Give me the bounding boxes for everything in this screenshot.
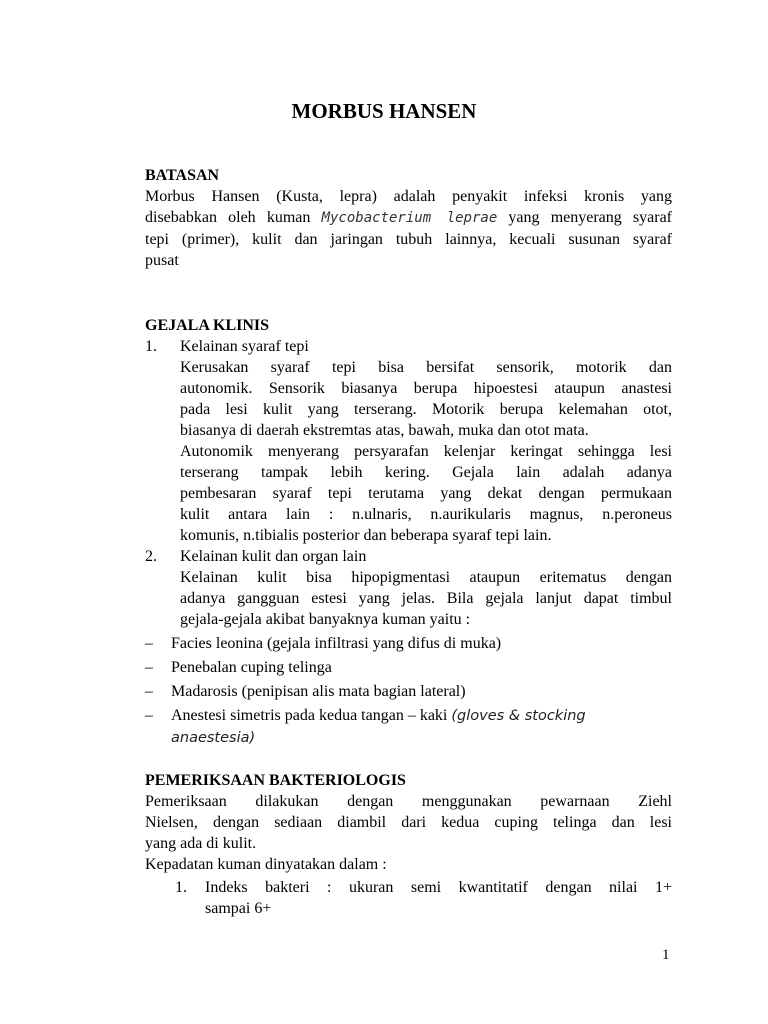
bullet-italic-note: (gloves & stocking [451,708,586,724]
gejala-1-line: kulit antara lain : n.ulnaris, n.aurikularis magnus, n.peroneus [180,506,672,523]
gejala-1-line: pada lesi kulit yang terserang. Motorik berupa kelemahan otot, [180,401,672,418]
pemeriksaan-line: yang ada di kulit. [145,835,257,852]
organism-name: Mycobacterium leprae [321,210,498,226]
pemeriksaan-sub-item-1 [145,877,672,919]
list-item [115,681,672,702]
gejala-1-line: Autonomik menyerang persyarafan kelenjar keringat sehingga lesi [180,443,672,460]
section-heading-batasan: BATASAN [145,167,220,184]
gejala-1-line: terserang tampak lebih kering. Gejala lain adalah adanya [180,464,672,481]
gejala-item-2-body [145,567,672,630]
bullet-text: Penebalan cuping telinga [171,659,332,676]
sub-item-line: Indeks bakteri : ukuran semi kwantitatif dengan nilai 1+ [205,879,672,896]
list-item [115,633,672,654]
sub-item-number: 1. [175,879,187,896]
batasan-line-3: tepi (primer), kulit dan jaringan tubuh lainnya, kecuali susunan syaraf [145,231,672,248]
sub-item-line: sampai 6+ [205,900,272,917]
gejala-2-line: Kelainan kulit bisa hipopigmentasi ataupun eritematus dengan [180,569,672,586]
pemeriksaan-line: Pemeriksaan dilakukan dengan menggunakan pewarnaan Ziehl [145,793,672,810]
gejala-item-1-number: 1. [145,338,157,355]
section-heading-gejala: GEJALA KLINIS [145,317,270,334]
list-item [115,657,672,678]
pemeriksaan-line: Kepadatan kuman dinyatakan dalam : [145,856,387,873]
dash-bullet: – [145,635,153,652]
section-pemeriksaan [145,770,672,919]
pemeriksaan-line: Nielsen, dengan sediaan diambil dari kedua cuping telinga dan lesi [145,814,672,831]
gejala-1-line: biasanya di daerah ekstremtas atas, bawah, muka dan otot mata. [180,422,589,439]
section-heading-pemeriksaan: PEMERIKSAAN BAKTERIOLOGIS [145,772,406,789]
batasan-line-4: pusat [145,252,179,269]
page-number: 1 [662,947,670,963]
section-gejala-klinis [145,315,672,749]
batasan-line-1: Morbus Hansen (Kusta, lepra) adalah penyakit infeksi kronis yang [145,188,672,205]
dash-bullet: – [145,683,153,700]
gejala-item-1-body [145,357,672,546]
gejala-1-line: komunis, n.tibialis posterior dan beberapa syaraf tepi lain. [180,527,552,544]
gejala-2-bullet-list [115,633,672,749]
gejala-1-line: autonomik. Sensorik biasanya berupa hipoestesi ataupun anastesi [180,380,672,397]
gejala-1-line: pembesaran syaraf tepi terutama yang dekat dengan permukaan [180,485,672,502]
gejala-item-1-title: Kelainan syaraf tepi [180,338,309,355]
gejala-item-2-title: Kelainan kulit dan organ lain [180,548,367,565]
gejala-item-2-number: 2. [145,548,157,565]
gejala-2-line: gejala-gejala akibat banyaknya kuman yaitu : [180,611,471,628]
bullet-text: Anestesi simetris pada kedua tangan – kaki (gloves & stocking anaestesia) [171,707,586,746]
gejala-item-1-header [145,336,672,357]
bullet-italic-note-cont: anaestesia) [171,730,256,746]
batasan-line-2: disebabkan oleh kuman Mycobacterium leprae yang menyerang syaraf [145,209,673,226]
dash-bullet: – [145,707,153,724]
bullet-text: Madarosis (penipisan alis mata bagian lateral) [171,683,466,700]
gejala-2-line: adanya gangguan estesi yang jelas. Bila gejala lanjut dapat timbul [180,590,672,607]
bullet-text: Facies leonina (gejala infiltrasi yang difus di muka) [171,635,502,652]
gejala-item-2-header [145,546,672,567]
document-title: MORBUS HANSEN [291,99,477,123]
dash-bullet: – [145,659,153,676]
section-batasan [145,165,672,271]
gejala-1-line: Kerusakan syaraf tepi bisa bersifat sensorik, motorik dan [180,359,672,376]
list-item [115,705,672,749]
